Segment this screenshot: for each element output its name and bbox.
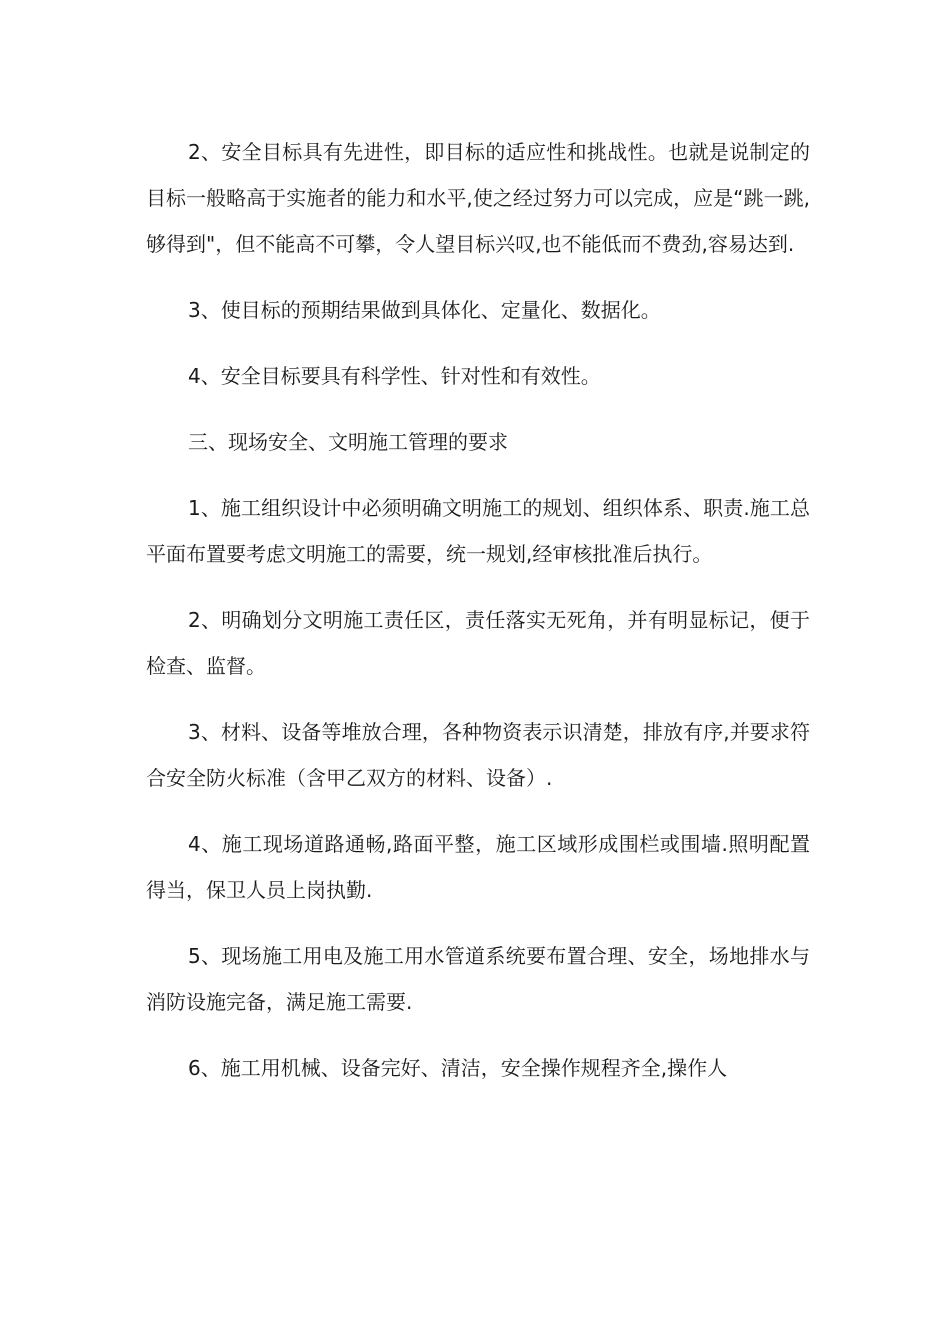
paragraph-safety-goal-advanced: 2、安全目标具有先进性，即目标的适应性和挑战性。也就是说制定的目标一般略高于实施者的能力和水平,使之经过努力可以完成，应是“跳一跳,够得到"，但不能高不可攀，令人望目标兴叹,也不能低而不费劲,容易达到.	[146, 140, 810, 256]
paragraph-machinery: 6、施工用机械、设备完好、清洁，安全操作规程齐全,操作人	[188, 1056, 728, 1080]
paragraph-responsibility-zones: 2、明确划分文明施工责任区，责任落实无死角，并有明显标记，便于检查、监督。	[146, 608, 810, 678]
section-heading-site-requirements: 三、现场安全、文明施工管理的要求	[188, 430, 508, 454]
paragraph-power-water: 5、现场施工用电及施工用水管道系统要布置合理、安全，场地排水与消防设施完备，满足施工需要.	[146, 944, 810, 1014]
paragraph-goal-scientific: 4、安全目标要具有科学性、针对性和有效性。	[188, 364, 601, 388]
paragraph-site-roads: 4、施工现场道路通畅,路面平整，施工区域形成围栏或围墙.照明配置得当，保卫人员上岗执勤.	[146, 832, 810, 902]
paragraph-material-storage: 3、材料、设备等堆放合理，各种物资表示识清楚，排放有序,并要求符合安全防火标准（含甲乙双方的材料、设备）.	[146, 720, 810, 790]
document-body	[146, 129, 810, 1111]
paragraph-goal-quantified: 3、使目标的预期结果做到具体化、定量化、数据化。	[188, 298, 661, 322]
paragraph-construction-plan: 1、施工组织设计中必须明确文明施工的规划、组织体系、职责.施工总平面布置要考虑文明施工的需要，统一规划,经审核批准后执行。	[146, 496, 810, 566]
